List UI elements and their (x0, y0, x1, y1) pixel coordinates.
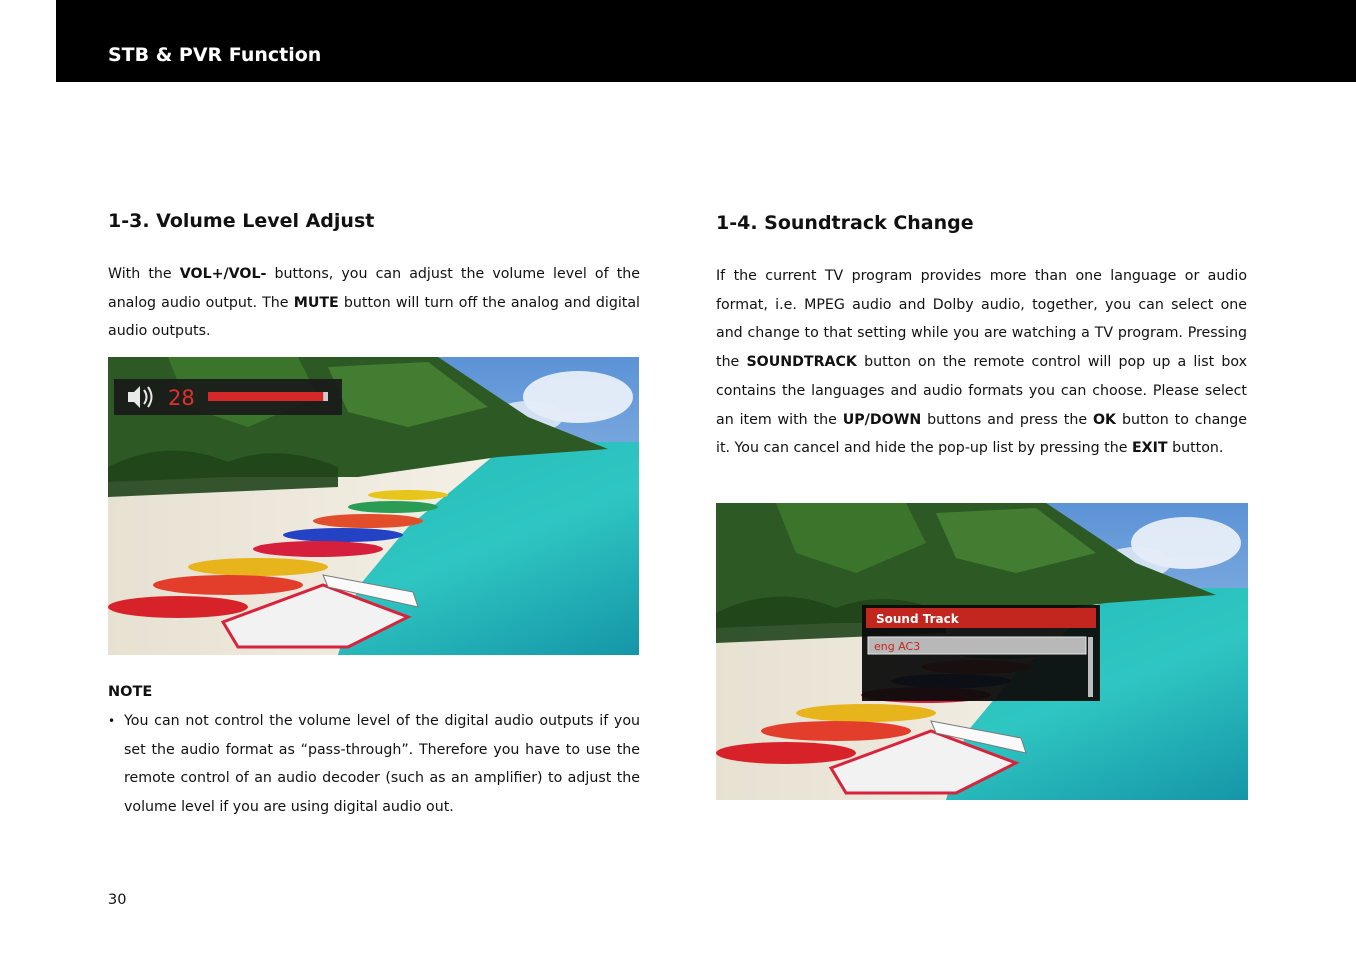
volume-screenshot (108, 357, 639, 655)
updown-button-name: UP/DOWN (842, 411, 922, 428)
soundtrack-section-heading: 1-4. Soundtrack Change (716, 212, 974, 234)
text-run: button will turn off the analog and digital audio outputs. (108, 294, 640, 340)
header-bar (56, 0, 1356, 82)
volume-value: 28 (168, 386, 195, 410)
note-list (108, 707, 640, 822)
text-run: With the (108, 266, 180, 282)
note-text: You can not control the volume level of the digital audio outputs if you set the audio format as “pass-through”. Therefore you have to use the remote control of an audio decoder (such as an amplifier) to adjust the volume level if you are using digital audio out. (124, 713, 640, 816)
volume-section-text (108, 260, 640, 346)
volume-section-heading: 1-3. Volume Level Adjust (108, 210, 375, 232)
text-run: If the current TV program provides more than one language or audio format, i.e. MPEG audio and Dolby audio, together, you can select one and change to that setting while you are watching a TV program. Pressing the (716, 268, 1247, 371)
soundtrack-section-text (716, 262, 1247, 463)
popup-title: Sound Track (876, 612, 959, 626)
text-run: buttons, you can adjust the volume level of the analog audio output. The (108, 266, 641, 311)
header-title: STB & PVR Function (108, 44, 322, 66)
text-run: buttons and press the (921, 411, 1093, 428)
text-run: button to change it. You can cancel and hide the pop-up list by pressing the (716, 411, 1248, 457)
bullet-icon: • (108, 714, 116, 728)
mute-button-name: MUTE (293, 294, 339, 311)
exit-button-name: EXIT (1131, 440, 1168, 457)
vol-button-name: VOL+/VOL- (179, 266, 267, 282)
ok-button-name: OK (1092, 411, 1117, 428)
popup-scrollbar[interactable] (1088, 637, 1093, 697)
volume-bar-fill (208, 392, 323, 401)
soundtrack-screenshot (716, 503, 1248, 800)
text-run: button. (1167, 440, 1224, 457)
soundtrack-button-name: SOUNDTRACK (746, 354, 857, 371)
popup-item-label: eng AC3 (874, 640, 921, 653)
note-item (108, 707, 640, 822)
text-run: button on the remote control will pop up a list box contains the languages and audio formats you can choose. Please select an item with the (716, 354, 1247, 428)
note-heading: NOTE (108, 684, 153, 700)
page-number: 30 (108, 892, 127, 908)
